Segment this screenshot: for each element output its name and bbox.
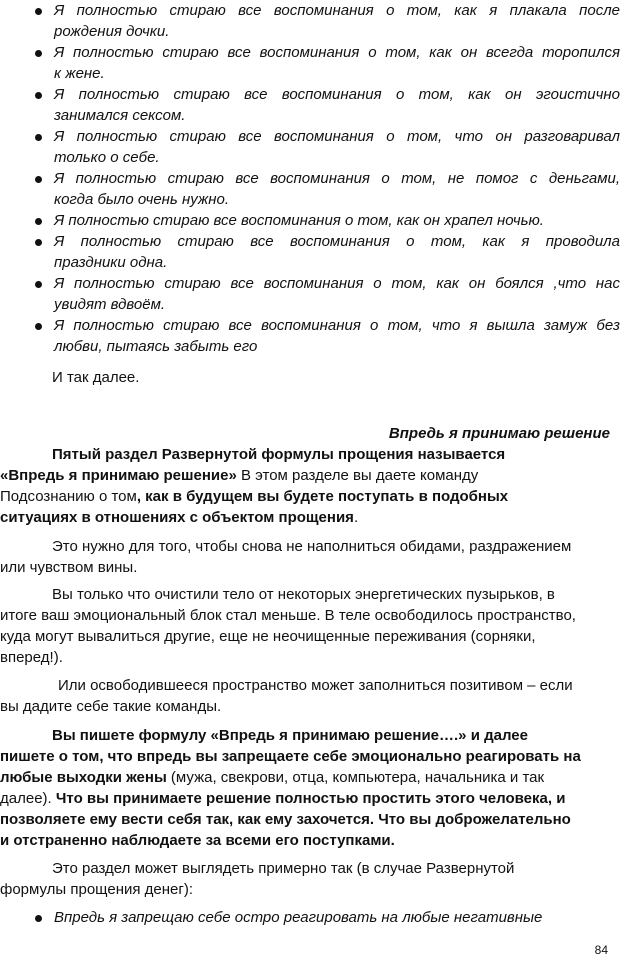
list-item-line: Я полностью стираю все воспоминания о том, как я проводила <box>54 233 620 250</box>
list-item-line: занимался сексом. <box>54 107 186 124</box>
bullet-icon <box>35 176 42 183</box>
paragraph-line: Вы пишете формулу «Впредь я принимаю решение….» и далее <box>52 727 528 744</box>
paragraph-line: Это нужно для того, чтобы снова не наполниться обидами, раздражением <box>52 538 572 555</box>
list-item-line: только о себе. <box>54 149 160 166</box>
bullet-icon <box>35 239 42 246</box>
and-so-on-text: И так далее. <box>52 369 140 386</box>
paragraph-line: вперед!). <box>0 649 63 666</box>
list-item-line: когда было очень нужно. <box>54 191 229 208</box>
bold-phrase: Что вы принимаете решение полностью простить этого человека, и <box>55 790 566 807</box>
bold-phrase: «Впредь я принимаю решение» <box>0 467 237 484</box>
paragraph-line <box>0 487 508 507</box>
text-span: . <box>353 509 359 526</box>
list-item-line: Я полностью стираю все воспоминания о том, что я вышла замуж без <box>54 317 620 334</box>
paragraph-line: формулы прощения денег): <box>0 881 194 898</box>
bold-phrase: любые выходки жены <box>0 769 167 786</box>
list-item-line: Впредь я запрещаю себе остро реагировать на любые негативные <box>54 909 543 926</box>
list-item-line: к жене. <box>54 65 105 82</box>
text-span: далее). <box>0 790 56 807</box>
list-item-line: Я полностью стираю все воспоминания о том, не помог с деньгами, <box>54 170 620 187</box>
bullet-icon <box>35 281 42 288</box>
list-item-line: любви, пытаясь забыть его <box>54 338 258 355</box>
page-number: 84 <box>594 943 608 957</box>
bullet-icon <box>35 218 42 225</box>
bullet-icon <box>35 92 42 99</box>
paragraph-line: Пятый раздел Развернутой формулы прощения называется <box>52 446 506 463</box>
list-item-line: Я полностью стираю все воспоминания о том, как я плакала после <box>54 2 620 19</box>
paragraph-line: и отстраненно наблюдаете за всеми его поступками. <box>0 832 395 849</box>
paragraph-line: итоге ваш эмоциональный блок стал меньше. В теле освободилось пространство, <box>0 607 576 624</box>
list-item-line: Я полностью стираю все воспоминания о том, как он всегда торопился <box>54 44 620 61</box>
list-item-line: праздники одна. <box>54 254 168 271</box>
paragraph-line: Или освободившееся пространство может заполниться позитивом – если <box>58 677 573 694</box>
paragraph-line <box>0 508 358 528</box>
list-item-line: увидят вдвоём. <box>54 296 166 313</box>
paragraph-line <box>0 789 565 809</box>
paragraph-line: вы дадите себе такие команды. <box>0 698 222 715</box>
paragraph-line: позволяете ему вести себя так, как ему захочется. Что вы доброжелательно <box>0 811 571 828</box>
paragraph-line: куда могут вывалиться другие, еще не неочищенные переживания (сорняки, <box>0 628 536 645</box>
text-span: Подсознанию о том <box>0 488 137 505</box>
list-item-line: Я полностью стираю все воспоминания о том, как он эгоистично <box>54 86 620 103</box>
list-item-line: Я полностью стираю все воспоминания о том, что он разговаривал <box>54 128 620 145</box>
bullet-icon <box>35 915 42 922</box>
bold-phrase: , как в будущем вы будете поступать в подобных <box>136 488 509 505</box>
list-item-line: Я полностью стираю все воспоминания о том, как он храпел ночью. <box>54 212 544 229</box>
paragraph-line <box>0 466 478 486</box>
paragraph-line <box>0 768 544 788</box>
list-item-line: рождения дочки. <box>54 23 170 40</box>
bold-phrase: ситуациях в отношениях с объектом прощения <box>0 509 354 526</box>
bullet-icon <box>35 323 42 330</box>
bullet-icon <box>35 134 42 141</box>
bullet-icon <box>35 50 42 57</box>
text-span: В этом разделе вы даете команду <box>236 467 479 484</box>
paragraph-line: или чувством вины. <box>0 559 138 576</box>
text-span: (мужа, свекрови, отца, компьютера, начальника и так <box>166 769 545 786</box>
paragraph-line: пишете о том, что впредь вы запрещаете себе эмоционально реагировать на <box>0 748 581 765</box>
paragraph-line: Это раздел может выглядеть примерно так (в случае Развернутой <box>52 860 515 877</box>
section-heading: Впредь я принимаю решение <box>388 425 610 442</box>
bullet-icon <box>35 8 42 15</box>
list-item-line: Я полностью стираю все воспоминания о том, как он боялся ,что нас <box>54 275 620 292</box>
paragraph-line: Вы только что очистили тело от некоторых энергетических пузырьков, в <box>52 586 555 603</box>
